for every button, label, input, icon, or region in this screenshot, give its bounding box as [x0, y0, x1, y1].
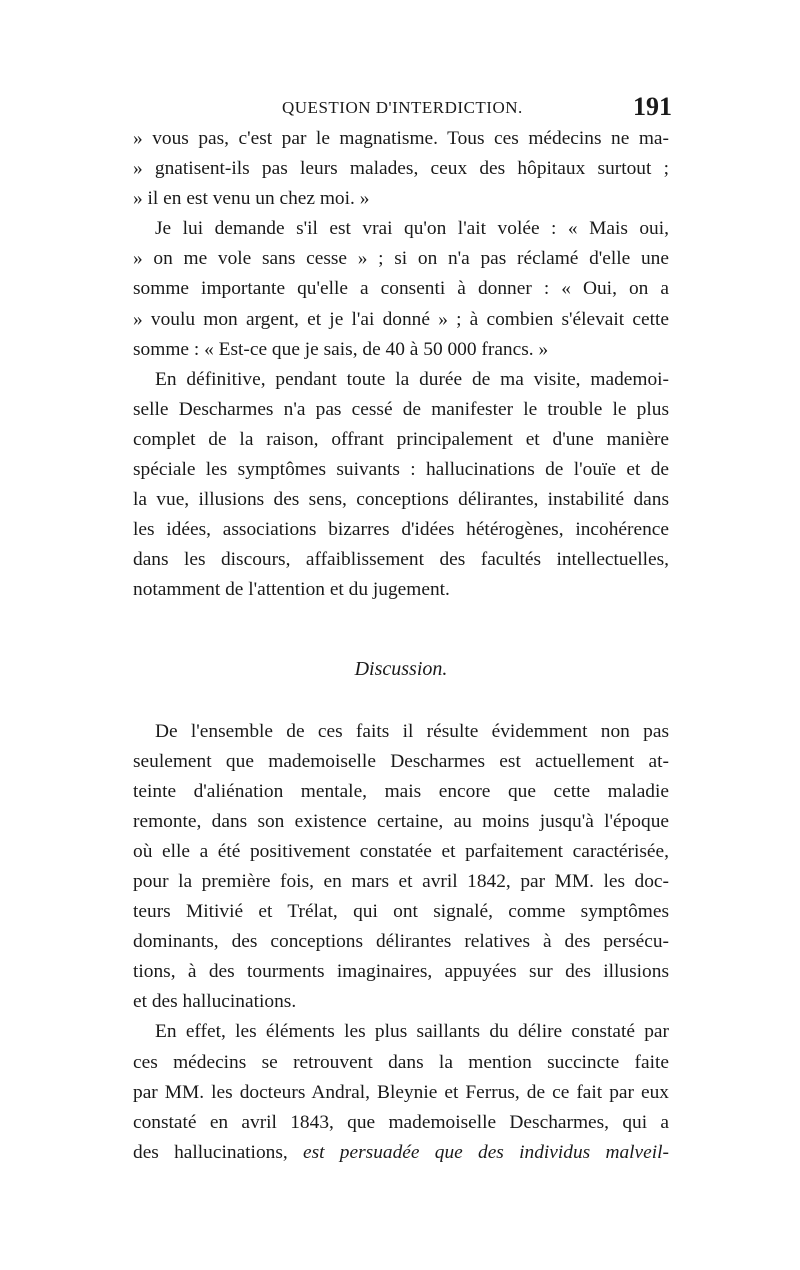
text-line: complet de la raison, offrant principalement et d'une manière [133, 428, 669, 450]
section-heading: Discussion. [354, 657, 448, 680]
paragraph-definitive [133, 365, 669, 606]
text-line: ces médecins se retrouvent dans la mention succincte faite [133, 1051, 669, 1073]
text-line: selle Descharmes n'a pas cessé de manifester le trouble le plus [133, 398, 669, 420]
text-line: les idées, associations bizarres d'idées hétérogènes, incohérence [133, 519, 669, 541]
paragraph-discussion [133, 717, 669, 1018]
text-line: » on me vole sans cesse » ; si on n'a pas réclamé d'elle une [133, 248, 669, 270]
text-line: » gnatisent-ils pas leurs malades, ceux des hôpitaux surtout ; [133, 158, 669, 180]
text-line: tions, à des tourments imaginaires, appuyées sur des illusions [133, 961, 669, 983]
paragraph-question [133, 214, 669, 364]
text-line: la vue, illusions des sens, conceptions délirantes, instabilité dans [133, 489, 669, 511]
text-italic: est persuadée que des individus malveil- [303, 1141, 669, 1163]
text-line: par MM. les docteurs Andral, Bleynie et Ferrus, de ce fait par eux [133, 1081, 669, 1103]
text-line: teurs Mitivié et Trélat, qui ont signalé, comme symptômes [133, 901, 669, 923]
body-text [133, 124, 669, 1168]
text-line: dominants, des conceptions délirantes relatives à des persécu- [133, 931, 669, 953]
text-line: où elle a été positivement constatée et parfaitement caractérisée, [133, 840, 669, 862]
running-title: QUESTION D'INTERDICTION. [282, 98, 523, 117]
text-line: remonte, dans son existence certaine, au moins jusqu'à l'époque [133, 810, 669, 832]
text-line: constaté en avril 1843, que mademoiselle Descharmes, qui a [133, 1111, 669, 1133]
text-line: En effet, les éléments les plus saillants du délire constaté par [155, 1021, 669, 1043]
text-line: teinte d'aliénation mentale, mais encore que cette maladie [133, 780, 669, 802]
text-line: et des hallucinations. [133, 991, 297, 1013]
page-number: 191 [633, 92, 672, 121]
text-roman: des hallucinations, [133, 1141, 303, 1163]
text-line: dans les discours, affaiblissement des facultés intellectuelles, [133, 549, 669, 571]
paragraph-quote-continuation [133, 124, 669, 214]
text-line-mixed [133, 1138, 669, 1168]
text-line: spéciale les symptômes suivants : hallucinations de l'ouïe et de [133, 459, 669, 481]
text-line: pour la première fois, en mars et avril 1842, par MM. les doc- [133, 870, 669, 892]
text-line: notamment de l'attention et du jugement. [133, 579, 450, 601]
text-line: En définitive, pendant toute la durée de ma visite, mademoi- [155, 368, 669, 390]
text-line: » il en est venu un chez moi. » [133, 188, 370, 210]
text-line: De l'ensemble de ces faits il résulte évidemment non pas [155, 720, 669, 742]
running-head [132, 92, 672, 124]
text-line: » vous pas, c'est par le magnatisme. Tous ces médecins ne ma- [133, 128, 669, 149]
text-line: somme importante qu'elle a consenti à donner : « Oui, on a [133, 278, 669, 300]
text-line: » voulu mon argent, et je l'ai donné » ; à combien s'élevait cette [133, 308, 669, 330]
text-line: Je lui demande s'il est vrai qu'on l'ait volée : « Mais oui, [155, 218, 669, 240]
text-line: somme : « Est-ce que je sais, de 40 à 50 000 francs. » [133, 338, 549, 360]
text-line: seulement que mademoiselle Descharmes est actuellement at- [133, 750, 669, 772]
paragraph-en-effet [133, 1017, 669, 1167]
